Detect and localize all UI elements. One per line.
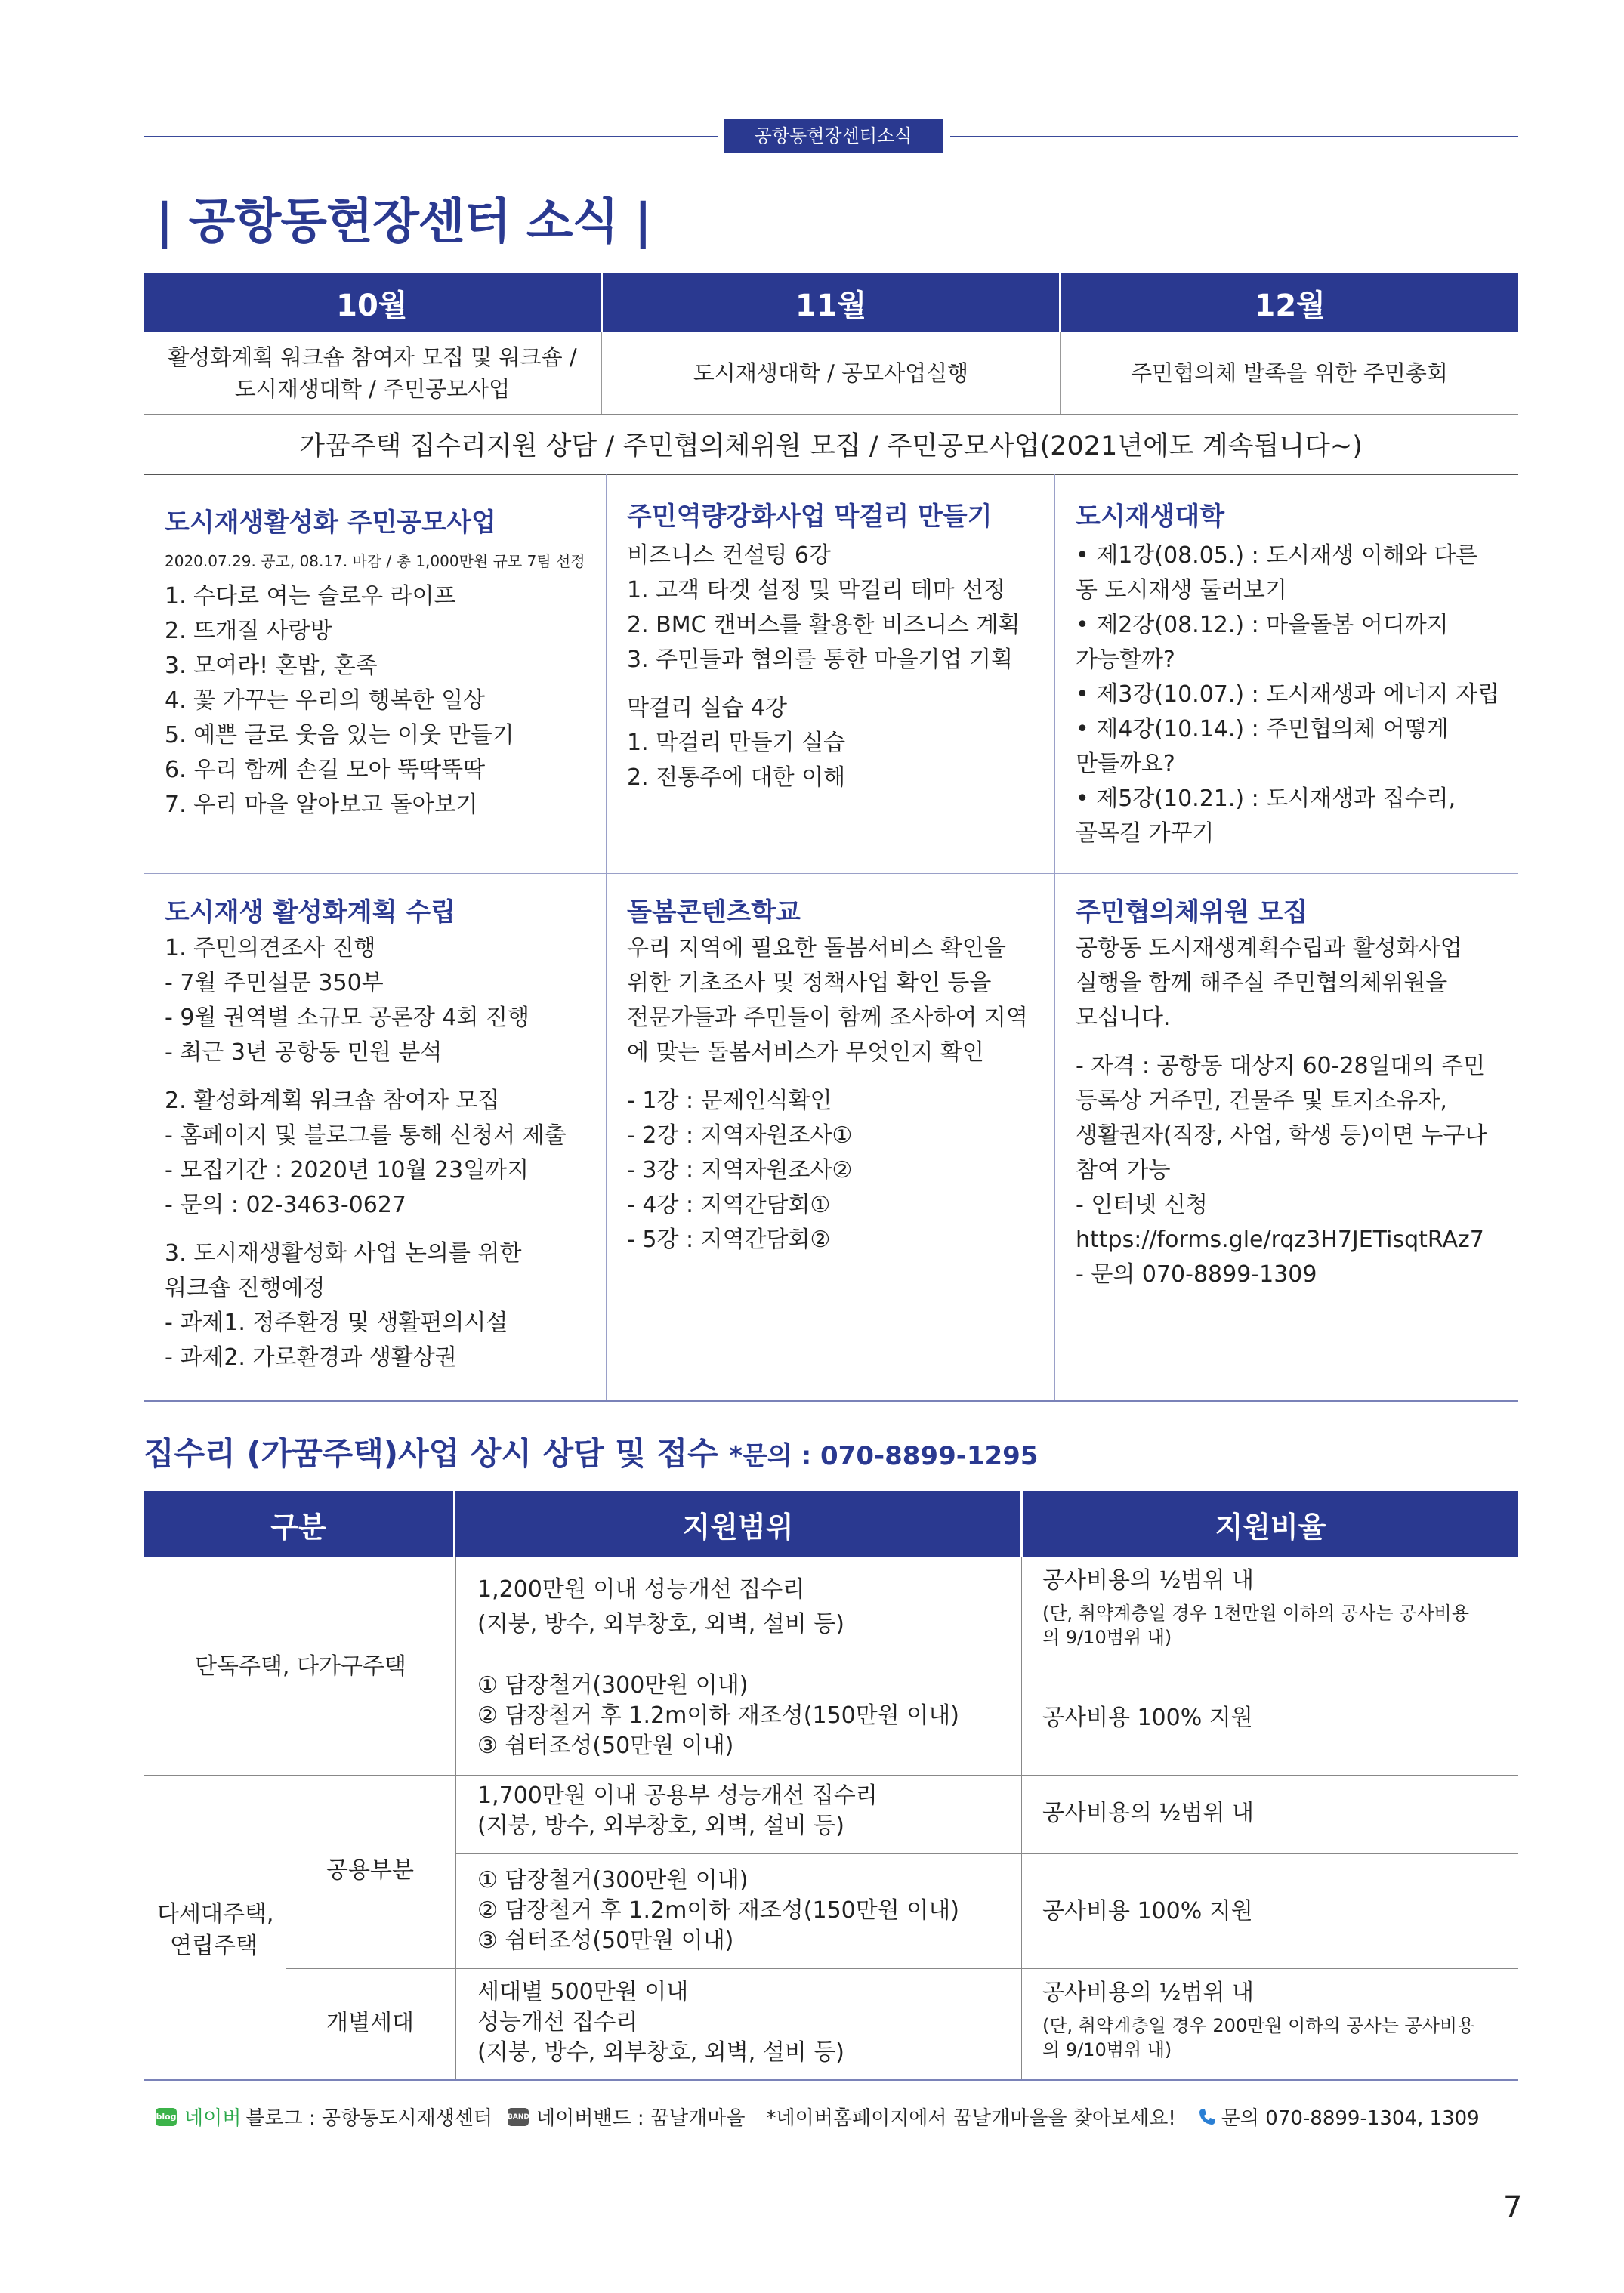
schedule-cell: 도시재생대학 / 공모사업실행: [602, 332, 1061, 414]
divider: [286, 1968, 1518, 1969]
table-header-range: 지원범위: [455, 1491, 1023, 1557]
cell-line: 1. 막걸리 만들기 실습: [627, 730, 846, 756]
rate-cell: [1042, 1977, 1474, 2062]
cell-line: 2. 전통주에 대한 이해: [627, 764, 846, 791]
phone-icon: [1197, 2107, 1217, 2127]
cell-line: 공항동 도시재생계획수립과 활성화사업: [1076, 935, 1462, 961]
cell-line: 1. 고객 타겟 설정 및 막걸리 테마 선정: [627, 577, 1006, 603]
cell-line: 3. 주민들과 협의를 통한 마을기업 기획: [627, 647, 1014, 673]
category-single-house: 단독주택, 다가구주택: [195, 1653, 406, 1680]
cell-line: 가능할까?: [1076, 647, 1175, 673]
page-number: 7: [1503, 2190, 1523, 2225]
blog-label-brand[interactable]: 네이버: [184, 2107, 242, 2130]
cell-line: - 4강 : 지역간담회①: [627, 1192, 831, 1218]
schedule-table: [144, 273, 1518, 475]
rate-note: 의 9/10범위 내): [1042, 2039, 1172, 2060]
range-line: ③ 쉼터조성(50만원 이내): [477, 1733, 734, 1759]
cell-line: 2. BMC 캔버스를 활용한 비즈니스 계획: [627, 612, 1020, 638]
rate-cell: 공사비용의 ½범위 내: [1042, 1800, 1254, 1826]
blog-label[interactable]: 블로그 : 공항동도시재생센터: [245, 2107, 493, 2130]
cell-title: 주민협의체위원 모집: [1076, 897, 1308, 927]
cell-line: • 제4강(10.14.) : 주민협의체 어떻게: [1076, 716, 1449, 742]
footer-notice: *네이버홈페이지에서 꿈날개마을을 찾아보세요!: [766, 2107, 1176, 2130]
footer-phone: 문의 070-8899-1304, 1309: [1221, 2107, 1480, 2130]
cell-line: - 3강 : 지역자원조사②: [627, 1157, 853, 1184]
rate-cell: 공사비용 100% 지원: [1042, 1898, 1253, 1924]
cell-line: 1. 수다로 여는 슬로우 라이프: [165, 583, 456, 610]
cell-line: - 인터넷 신청: [1076, 1192, 1208, 1218]
cell-line: - 5강 : 지역간담회②: [627, 1227, 831, 1253]
table-header-category: 구분: [144, 1491, 455, 1557]
month-header: 11월: [603, 273, 1062, 332]
range-line: (지붕, 방수, 외부창호, 외벽, 설비 등): [477, 1813, 844, 1839]
range-line: (지붕, 방수, 외부창호, 외벽, 설비 등): [477, 2039, 844, 2066]
cell-line: - 홈페이지 및 블로그를 통해 신청서 제출: [165, 1122, 567, 1149]
cell-title: 돌봄콘텐츠학교: [627, 897, 801, 927]
range-line: 1,700만원 이내 공용부 성능개선 집수리: [477, 1782, 878, 1809]
cell-line: 생활권자(직장, 사업, 학생 등)이면 누구나: [1076, 1122, 1487, 1149]
divider: [144, 1775, 1518, 1776]
divider: [1021, 1557, 1022, 2079]
tag-line-left: [144, 136, 718, 137]
cell-line: 3. 도시재생활성화 사업 논의를 위한: [165, 1240, 522, 1267]
rate-note: (단, 취약계층일 경우 1천만원 이하의 공사는 공사비용: [1042, 1603, 1469, 1624]
cell-line: - 7월 주민설문 350부: [165, 970, 384, 996]
cell-line: 위한 기초조사 및 정책사업 확인 등을: [627, 970, 992, 996]
cell-line: 비즈니스 컨설팅 6강: [627, 542, 831, 569]
divider: [144, 1400, 1518, 1402]
range-line: ② 담장철거 후 1.2m이하 재조성(150만원 이내): [477, 1702, 959, 1729]
cell-line: 5. 예쁜 글로 웃음 있는 이웃 만들기: [165, 722, 514, 748]
cell-line: 등록상 거주민, 건물주 및 토지소유자,: [1076, 1088, 1447, 1114]
section-tag: 공항동현장센터소식: [724, 119, 943, 153]
category-multi-house: [157, 1899, 274, 1962]
cell-line: • 제2강(08.12.) : 마을돌봄 어디까지: [1076, 612, 1449, 638]
cell-title: 도시재생 활성화계획 수립: [165, 897, 455, 927]
range-line: 성능개선 집수리: [477, 2009, 638, 2035]
cell-line: https://forms.gle/rqz3H7JETisqtRAz7: [1076, 1227, 1484, 1253]
cell-line: 동 도시재생 둘러보기: [1076, 577, 1287, 603]
cell-line: 2. 뜨개질 사랑방: [165, 618, 332, 644]
cell-line: - 9월 권역별 소규모 공론장 4회 진행: [165, 1005, 529, 1031]
cell-line: 전문가들과 주민들이 함께 조사하여 지역: [627, 1005, 1028, 1031]
range-cell: [477, 1781, 878, 1841]
month-header: 10월: [144, 273, 603, 332]
rate-value: 공사비용의 ½범위 내: [1042, 1567, 1254, 1594]
cell-line: • 제5강(10.21.) : 도시재생과 집수리,: [1076, 785, 1456, 812]
rate-cell: [1042, 1565, 1469, 1650]
schedule-full-row: 가꿈주택 집수리지원 상담 / 주민협의체위원 모집 / 주민공모사업(2021년에도 계속됩니다~): [144, 415, 1518, 475]
tag-line-right: [950, 136, 1518, 137]
category-multi-line: 다세대주택,: [157, 1901, 274, 1927]
cell-line: - 자격 : 공항동 대상지 60-28일대의 주민: [1076, 1053, 1486, 1079]
rate-cell: 공사비용 100% 지원: [1042, 1705, 1253, 1731]
cell-line: 골목길 가꾸기: [1076, 820, 1215, 847]
cell-title: 도시재생활성화 주민공모사업: [165, 508, 496, 538]
support-heading-text: 집수리 (가꿈주택)사업 상시 상담 및 접수: [144, 1435, 718, 1472]
cell-line: - 과제2. 가로환경과 생활상권: [165, 1344, 457, 1371]
band-label[interactable]: 네이버밴드 : 꿈날개마을: [536, 2107, 746, 2130]
footer: [156, 2103, 1480, 2131]
rate-note: (단, 취약계층일 경우 200만원 이하의 공사는 공사비용: [1042, 2015, 1475, 2036]
category-individual: 개별세대: [326, 2010, 414, 2036]
cell-line: 에 맞는 돌봄서비스가 무엇인지 확인: [627, 1039, 984, 1066]
cell-note: 2020.07.29. 공고, 08.17. 마감 / 총 1,000만원 규모 7팀 선정: [165, 552, 585, 570]
range-line: 세대별 500만원 이내: [477, 1979, 689, 2005]
cell-council-recruit: [1076, 891, 1487, 1292]
cell-line: 실행을 함께 해주실 주민협의체위원을: [1076, 970, 1448, 996]
divider: [606, 474, 607, 1400]
table-header-rate: 지원비율: [1023, 1491, 1518, 1557]
cell-line: • 제1강(08.05.) : 도시재생 이해와 다른: [1076, 542, 1478, 569]
cell-line: 모십니다.: [1076, 1005, 1171, 1031]
month-header: 12월: [1254, 288, 1326, 323]
range-cell: [477, 1574, 844, 1640]
support-heading: [144, 1429, 1038, 1474]
cell-line: 막걸리 실습 4강: [627, 695, 788, 721]
rate-value: 공사비용의 ½범위 내: [1042, 1980, 1254, 2006]
range-line: ③ 쉼터조성(50만원 이내): [477, 1927, 734, 1954]
cell-line: - 문의 : 02-3463-0627: [165, 1192, 407, 1218]
divider: [144, 873, 1518, 874]
support-contact: *문의 : 070-8899-1295: [729, 1441, 1039, 1471]
range-cell: [477, 1977, 844, 2068]
cell-line: 1. 주민의견조사 진행: [165, 935, 376, 961]
cell-line: 만들까요?: [1076, 751, 1175, 777]
range-line: 1,200만원 이내 성능개선 집수리: [477, 1576, 805, 1603]
cell-line: 7. 우리 마을 알아보고 돌아보기: [165, 792, 478, 818]
cell-line: 워크숍 진행예정: [165, 1275, 326, 1301]
category-common-part: 공용부분: [326, 1857, 414, 1884]
cell-line: 우리 지역에 필요한 돌봄서비스 확인을: [627, 935, 1006, 961]
cell-line: - 과제1. 정주환경 및 생활편의시설: [165, 1310, 508, 1336]
cell-line: • 제3강(10.07.) : 도시재생과 에너지 자립: [1076, 681, 1500, 708]
cell-urban-college: [1076, 495, 1499, 851]
range-cell: [477, 1671, 959, 1761]
cell-activation-plan: [165, 891, 567, 1375]
cell-resident-contest: [165, 501, 585, 822]
blog-icon: blog: [156, 2108, 177, 2126]
cell-title: 도시재생대학: [1076, 501, 1225, 532]
cell-line: 3. 모여라! 혼밥, 혼족: [165, 653, 378, 679]
divider: [455, 1557, 456, 2079]
schedule-cell: 주민협의체 발족을 위한 주민총회: [1131, 360, 1448, 386]
cell-line: - 1강 : 문제인식확인: [627, 1088, 832, 1114]
range-line: ① 담장철거(300만원 이내): [477, 1672, 749, 1699]
range-cell: [477, 1866, 959, 1956]
band-icon: BAND: [508, 2108, 529, 2126]
range-line: ② 담장철거 후 1.2m이하 재조성(150만원 이내): [477, 1897, 959, 1924]
cell-makgeolli: [627, 495, 1020, 795]
schedule-cell: 활성화계획 워크숍 참여자 모집 및 워크숍 / 도시재생대학 / 주민공모사업: [144, 332, 602, 414]
cell-line: 6. 우리 함께 손길 모아 뚝딱뚝딱: [165, 757, 486, 783]
cell-line: - 2강 : 지역자원조사①: [627, 1122, 853, 1149]
cell-line: - 문의 070-8899-1309: [1076, 1261, 1317, 1288]
divider: [455, 1853, 1518, 1854]
cell-line: 4. 꽃 가꾸는 우리의 행복한 일상: [165, 687, 486, 714]
cell-line: - 모집기간 : 2020년 10월 23일까지: [165, 1157, 529, 1184]
range-line: (지붕, 방수, 외부창호, 외벽, 설비 등): [477, 1611, 844, 1637]
rate-note: 의 9/10범위 내): [1042, 1627, 1172, 1648]
category-multi-line: 연립주택: [170, 1933, 258, 1959]
divider: [144, 2079, 1518, 2081]
range-line: ① 담장철거(300만원 이내): [477, 1867, 749, 1893]
divider: [1054, 474, 1055, 1400]
cell-care-school: [627, 891, 1028, 1258]
cell-line: 2. 활성화계획 워크숍 참여자 모집: [165, 1088, 500, 1114]
cell-line: 참여 가능: [1076, 1157, 1171, 1184]
cell-title: 주민역량강화사업 막걸리 만들기: [627, 501, 993, 532]
page-title: | 공항동현장센터 소식 |: [156, 194, 652, 250]
cell-line: - 최근 3년 공항동 민원 분석: [165, 1039, 443, 1066]
